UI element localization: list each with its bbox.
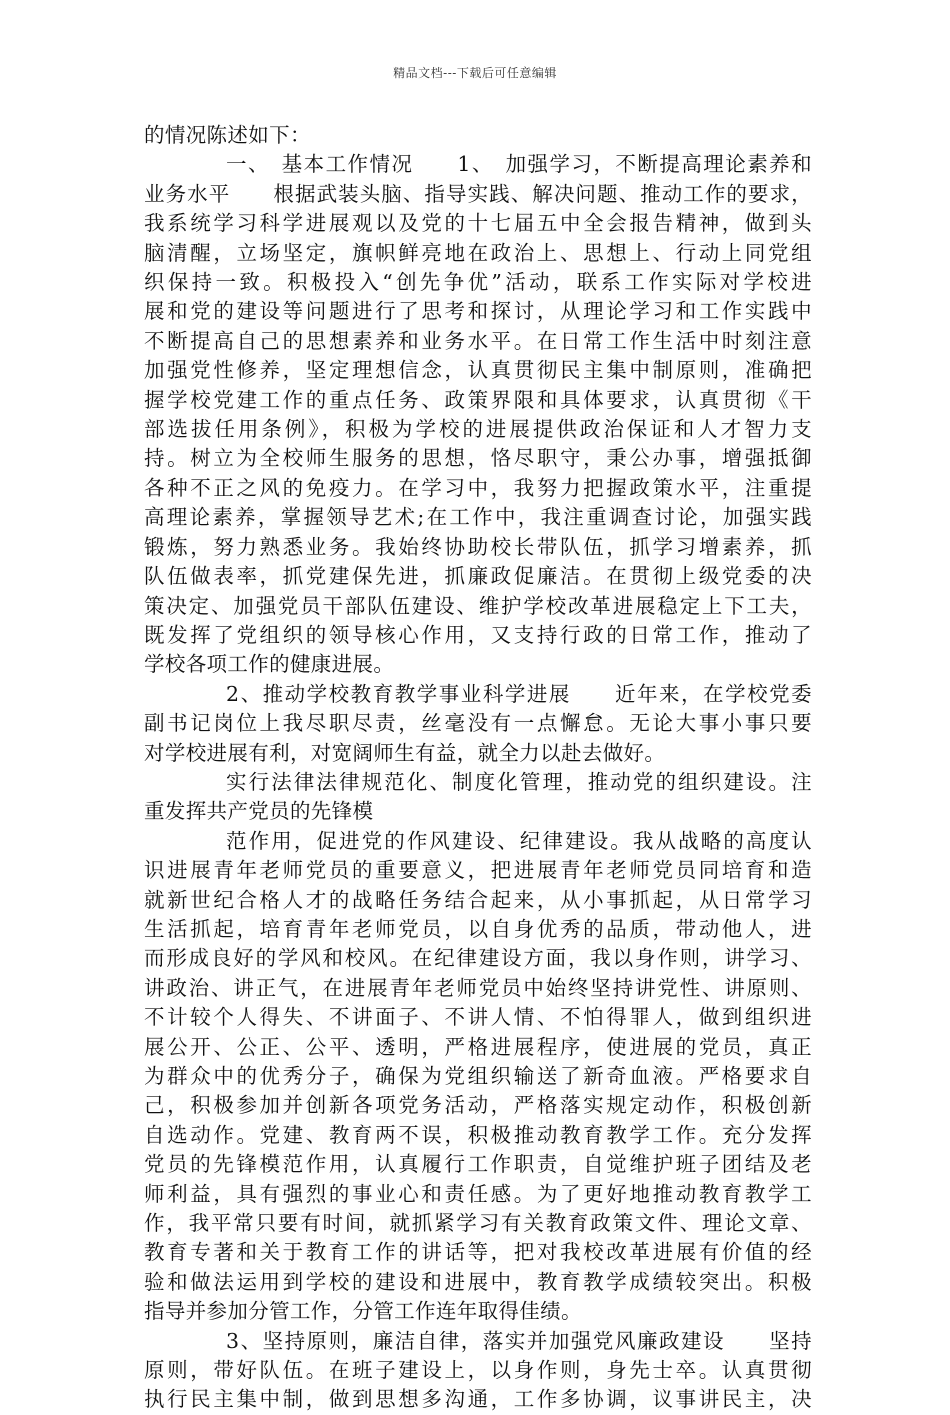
text-line: 范作用，促进党的作风建设、纪律建设。我从战略的高度认: [226, 828, 812, 853]
text-line: 原则，带好队伍。在班子建设上，以身作则，身先士卒。认真贯彻: [144, 1358, 812, 1383]
text-line: 不断提高自己的思想素养和业务水平。在日常工作生活中时刻注意: [144, 328, 812, 353]
text-line: 对学校进展有利，对宽阔师生有益，就全力以赴去做好。: [144, 740, 666, 765]
text-line: 执行民主集中制，做到思想多沟通，工作多协调，议事讲民主，决: [144, 1387, 812, 1412]
text-line: 握学校党建工作的重点任务、政策界限和具体要求，认真贯彻《干: [144, 387, 812, 412]
text-line: 生活抓起，培育青年老师党员，以自身优秀的品质，带动他人，进: [144, 916, 812, 941]
text-line: 各种不正之风的免疫力。在学习中，我努力把握政策水平，注重提: [144, 475, 812, 500]
text-line: 展公开、公正、公平、透明，严格进展程序，使进展的党员，真正: [144, 1034, 812, 1059]
text-line: 织保持一致。积极投入“创先争优”活动，联系工作实际对学校进: [144, 270, 812, 295]
text-line: 高理论素养，掌握领导艺术;在工作中，我注重调查讨论，加强实践: [144, 505, 812, 530]
text-line: 副书记岗位上我尽职尽责，丝毫没有一点懈怠。无论大事小事只要: [144, 711, 812, 736]
text-line: 重发挥共产党员的先锋模: [144, 799, 374, 824]
text-line: 己，积极参加并创新各项党务活动，严格落实规定动作，积极创新: [144, 1093, 812, 1118]
text-line: 作，我平常只要有时间，就抓紧学习有关教育政策文件、理论文章、: [144, 1211, 812, 1236]
text-line: 验和做法运用到学校的建设和进展中，教育教学成绩较突出。积极: [144, 1269, 812, 1294]
text-line: 策决定、加强党员干部队伍建设、维护学校改革进展稳定上下工夫，: [144, 593, 812, 618]
text-line: 教育专著和关于教育工作的讲话等，把对我校改革进展有价值的经: [144, 1240, 812, 1265]
text-line: 加强党性修养，坚定理想信念，认真贯彻民主集中制原则，准确把: [144, 358, 812, 383]
text-line: 师利益，具有强烈的事业心和责任感。为了更好地推动教育教学工: [144, 1181, 812, 1206]
page-header: 精品文档---下载后可任意编辑: [393, 66, 557, 80]
text-line: 为群众中的优秀分子，确保为党组织输送了新奇血液。严格要求自: [144, 1064, 812, 1088]
text-line: 而形成良好的学风和校风。在纪律建设方面，我以身作则，讲学习、: [144, 946, 812, 971]
text-line: 讲政治、讲正气，在进展青年老师党员中始终坚持讲党性、讲原则、: [144, 975, 812, 1000]
text-line: 不计较个人得失、不讲面子、不讲人情、不怕得罪人，做到组织进: [144, 1005, 812, 1030]
text-line: 锻炼，努力熟悉业务。我始终协助校长带队伍，抓学习增素养，抓: [144, 534, 812, 559]
text-line: 脑清醒，立场坚定，旗帜鲜亮地在政治上、思想上、行动上同党组: [144, 240, 812, 265]
text-line: 自选动作。党建、教育两不误，积极推动教育教学工作。充分发挥: [144, 1122, 812, 1147]
document-body: [144, 121, 812, 1415]
text-line: 识进展青年老师党员的重要意义，把进展青年老师党员同培育和造: [144, 858, 812, 883]
text-line: 一、 基本工作情况 1、 加强学习，不断提高理论素养和: [226, 152, 812, 177]
text-line: 3、坚持原则，廉洁自律，落实并加强党风廉政建设 坚持: [226, 1328, 812, 1353]
text-line: 就新世纪合格人才的战略任务结合起来，从小事抓起，从日常学习: [144, 887, 812, 912]
text-line: 的情况陈述如下：: [144, 123, 311, 147]
text-line: 展和党的建设等问题进行了思考和探讨，从理论学习和工作实践中: [144, 299, 812, 324]
text-line: 持。树立为全校师生服务的思想，恪尽职守，秉公办事，增强抵御: [144, 446, 812, 471]
text-line: 实行法律法律规范化、制度化管理，推动党的组织建设。注: [226, 769, 812, 794]
text-line: 我系统学习科学进展观以及党的十七届五中全会报告精神，做到头: [144, 211, 812, 236]
text-line: 队伍做表率，抓党建保先进，抓廉政促廉洁。在贯彻上级党委的决: [144, 564, 812, 589]
text-line: 学校各项工作的健康进展。: [144, 652, 395, 677]
text-line: 2、推动学校教育教学事业科学进展 近年来，在学校党委: [226, 681, 812, 706]
text-line: 既发挥了党组织的领导核心作用，又支持行政的日常工作，推动了: [144, 622, 812, 647]
text-line: 部选拔任用条例》，积极为学校的进展提供政治保证和人才智力支: [144, 417, 812, 442]
text-line: 业务水平 根据武装头脑、指导实践、解决问题、推动工作的要求，: [144, 181, 812, 206]
text-line: 党员的先锋模范作用，认真履行工作职责，自觉维护班子团结及老: [144, 1152, 812, 1177]
text-line: 指导并参加分管工作，分管工作连年取得佳绩。: [144, 1299, 582, 1324]
